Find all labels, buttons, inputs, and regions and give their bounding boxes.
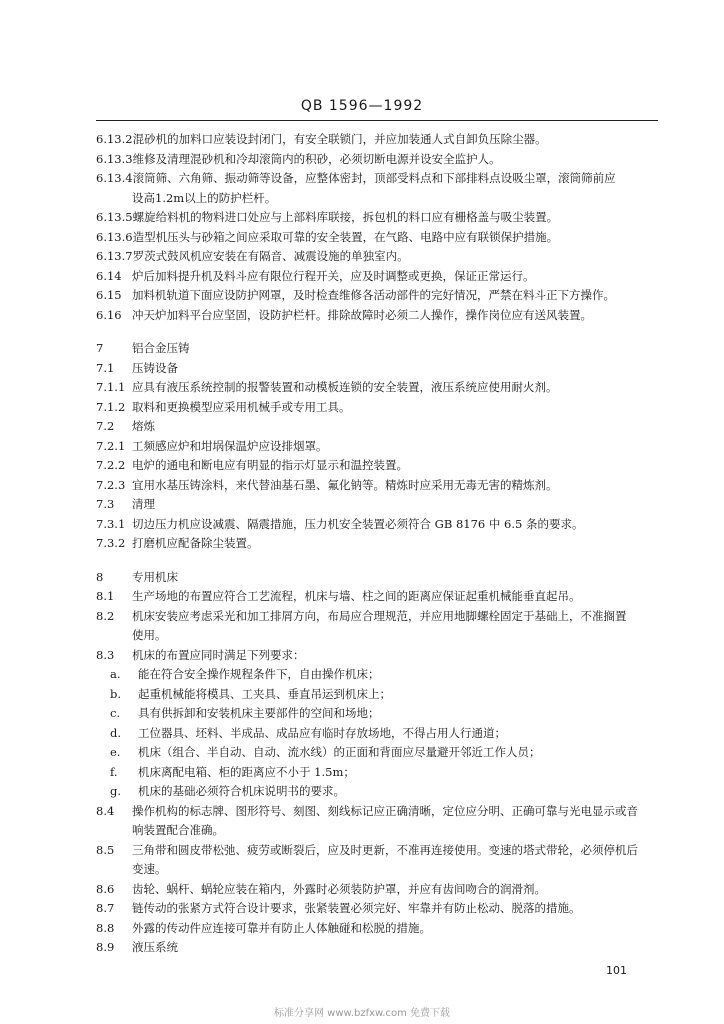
clause-line — [96, 841, 658, 861]
clause-text: 能在符合安全操作规程条件下，自由操作机床； — [138, 667, 380, 681]
clause-number: 8.2 — [96, 608, 115, 623]
clause-line — [96, 130, 658, 150]
clause-text: 加料机轨道下面应设防护网罩，及时检查维修各活动部件的完好情况，严禁在料斗正下方操作。 — [132, 288, 615, 302]
clause-number: 7 — [96, 341, 104, 355]
clause-text: 宜用水基压铸涂料，来代替油基石墨、氟化钠等。精炼时应采用无毒无害的精炼剂。 — [132, 477, 558, 492]
clause-number: 7.2.3 — [96, 477, 126, 492]
clause-number: 7.1.2 — [96, 399, 126, 414]
clause-text: 使用。 — [132, 628, 167, 642]
clause-line — [96, 802, 658, 822]
clause-text: 设高1.2m以上的防护栏杆。 — [132, 190, 277, 205]
clause-text: 链传动的张紧方式符合设计要求，张紧装置必须完好、牢靠并有防止松动、脱落的措施。 — [132, 901, 581, 915]
section-heading — [96, 568, 658, 588]
clause-number: 6.15 — [96, 288, 122, 302]
clause-number: 7.2.1 — [96, 438, 126, 453]
clause-text: 机床的基础必须符合机床说明书的要求。 — [138, 784, 345, 798]
clause-line — [96, 286, 658, 306]
clause-number: 7.3.2 — [96, 536, 126, 550]
clause-line — [96, 899, 658, 919]
clause-text: 压铸设备 — [132, 360, 178, 375]
clause-text: 机床的布置应同时满足下列要求： — [132, 647, 305, 662]
page-number: 101 — [606, 964, 627, 977]
clause-number: c. — [110, 706, 121, 720]
clause-line — [96, 919, 658, 939]
clause-text: 变速。 — [132, 862, 167, 876]
clause-number: 8.1 — [96, 589, 115, 603]
clause-line — [96, 398, 658, 418]
clause-number: f. — [110, 764, 118, 779]
clause-text: 螺旋给料机的物料进口处应与上部料库联接，拆包机的料口应有栅格盖与吸尘装置。 — [132, 210, 559, 224]
clause-line — [96, 456, 658, 476]
clause-line — [96, 515, 658, 535]
clause-line — [96, 228, 658, 248]
clause-text: 外露的传动件应连接可靠并有防止人体触碰和松脱的措施。 — [132, 920, 431, 935]
clause-number: 6.13.6 — [96, 229, 133, 244]
clause-text: 生产场地的布置应符合工艺流程，机床与墙、柱之间的距离应保证起重机械能垂直起吊。 — [132, 589, 581, 603]
clause-line — [96, 534, 658, 554]
clause-text: 齿轮、蜗杆、蜗轮应装在箱内，外露时必须装防护罩，并应有齿间吻合的润滑剂。 — [132, 881, 546, 896]
clause-text: 维修及清理混砂机和冷却滚筒内的积砂，必须切断电源并设安全监护人。 — [132, 151, 501, 166]
clause-text: 打磨机应配备除尘装置。 — [132, 536, 259, 550]
clause-text: 机床安装应考虑采光和加工排屑方向，布局应合理规范，并应用地脚螺栓固定于基础上，不准搁置 — [132, 608, 627, 623]
clause-line — [96, 880, 658, 900]
clause-text: 应具有液压系统控制的报警装置和动模板连锁的安全装置，液压系统应使用耐火剂。 — [132, 380, 558, 394]
standard-code-header: QB 1596—1992 — [300, 98, 424, 114]
clause-number: e. — [110, 745, 121, 759]
clause-text: 滚筒筛、六角筛、振动筛等设备，应整体密封，顶部受料点和下部排料点设吸尘罩，滚筒筛前应 — [132, 171, 616, 185]
list-item — [96, 685, 658, 705]
clause-text: 机床离配电箱、柜的距离应不小于 1.5m； — [138, 764, 355, 779]
clause-number: 8.7 — [96, 901, 115, 915]
clause-text: 取料和更换模型应采用机械手或专用工具。 — [132, 399, 351, 414]
clause-line — [96, 150, 658, 170]
list-item — [96, 782, 658, 802]
clause-number: 8.6 — [96, 881, 115, 896]
clause-line — [96, 306, 658, 326]
clause-text: 工位器具、坯料、半成品、成品应有临时存放场地，不得占用人行通道； — [138, 725, 506, 740]
clause-line — [96, 495, 658, 515]
clause-number: 8.5 — [96, 842, 115, 857]
clause-number: 7.2.2 — [96, 458, 126, 472]
clause-line — [96, 359, 658, 379]
clause-number: 6.13.3 — [96, 151, 133, 166]
clause-number: 6.13.7 — [96, 249, 133, 263]
clause-number: g. — [110, 784, 122, 798]
clause-text: 电炉的通电和断电应有明显的指示灯显示和温控装置。 — [132, 458, 408, 472]
clause-line — [96, 417, 658, 437]
list-item — [96, 665, 658, 685]
clause-number: 8.9 — [96, 940, 115, 954]
clause-text: 罗茨式鼓风机应安装在有隔音、减震设施的单独室内。 — [132, 249, 409, 263]
document-body — [96, 130, 658, 958]
clause-text: 造型机压头与砂箱之间应采取可靠的安全装置，在气路、电路中应有联锁保护措施。 — [132, 229, 559, 244]
clause-line — [96, 247, 658, 267]
clause-number: 6.16 — [96, 307, 122, 322]
clause-number: 7.1.1 — [96, 380, 126, 394]
clause-line — [96, 821, 658, 841]
clause-line — [96, 476, 658, 496]
clause-number: 6.13.4 — [96, 171, 133, 185]
clause-line — [96, 378, 658, 398]
clause-line — [96, 208, 658, 228]
clause-number: 6.13.2 — [96, 132, 133, 146]
clause-number: 7.3.1 — [96, 516, 126, 531]
clause-number: 8.4 — [96, 803, 115, 818]
clause-line — [96, 626, 658, 646]
clause-number: a. — [110, 667, 121, 681]
clause-text: 熔炼 — [132, 419, 155, 433]
clause-number: 7.3 — [96, 497, 115, 511]
clause-text: 专用机床 — [132, 569, 178, 584]
clause-text: 液压系统 — [132, 940, 178, 954]
clause-line — [96, 607, 658, 627]
clause-text: 三角带和圆皮带松弛、疲劳或断裂后，应及时更新，不准再连接使用。变速的塔式带轮，必须停机后 — [132, 842, 638, 857]
clause-text: 混砂机的加料口应装设封闭门，有安全联锁门，并应加装通人式自卸负压除尘器。 — [132, 132, 547, 146]
clause-number: b. — [110, 686, 122, 701]
clause-text: 炉后加料提升机及料斗应有限位行程开关，应及时调整或更换，保证正常运行。 — [132, 268, 535, 283]
section-heading — [96, 339, 658, 359]
clause-text: 冲天炉加料平台应坚固，设防护栏杆。排除故障时必须二人操作，操作岗位应有送风装置。 — [132, 307, 592, 322]
clause-line — [96, 169, 658, 189]
list-item — [96, 704, 658, 724]
footer-watermark: 标准分享网 www.bzfxw.com 免费下载 — [274, 1008, 450, 1019]
clause-line — [96, 437, 658, 457]
clause-text: 切边压力机应设减震、隔震措施，压力机安全装置必须符合 GB 8176 中 6.5 条的要求。 — [132, 516, 584, 531]
clause-number: 7.2 — [96, 419, 115, 433]
clause-number: 7.1 — [96, 360, 115, 375]
clause-line — [96, 646, 658, 666]
clause-line — [96, 189, 658, 209]
clause-line — [96, 938, 658, 958]
clause-text: 具有供拆卸和安装机床主要部件的空间和场地； — [138, 706, 380, 720]
clause-line — [96, 860, 658, 880]
clause-text: 操作机构的标志牌、图形符号、刻图、刻线标记应正确清晰，定位应分明、正确可靠与光电显示或音 — [132, 803, 638, 818]
clause-number: 8.3 — [96, 647, 115, 662]
header-rule — [96, 120, 658, 121]
clause-number: 6.14 — [96, 268, 122, 283]
clause-text: 清理 — [132, 497, 155, 511]
clause-line — [96, 267, 658, 287]
clause-text: 机床（组合、半自动、自动、流水线）的正面和背面应尽量避开邻近工作人员； — [138, 745, 541, 759]
clause-line — [96, 587, 658, 607]
list-item — [96, 743, 658, 763]
clause-number: d. — [110, 725, 122, 740]
clause-number: 8 — [96, 569, 104, 584]
clause-text: 起重机械能将模具、工夹具、垂直吊运到机床上； — [138, 686, 391, 701]
clause-text: 工频感应炉和坩埚保温炉应设排烟罩。 — [132, 438, 328, 453]
clause-text: 响装置配合准确。 — [132, 823, 224, 837]
list-item — [96, 763, 658, 783]
clause-number: 8.8 — [96, 920, 115, 935]
clause-text: 铝合金压铸 — [132, 341, 190, 355]
list-item — [96, 724, 658, 744]
clause-number: 6.13.5 — [96, 210, 133, 224]
